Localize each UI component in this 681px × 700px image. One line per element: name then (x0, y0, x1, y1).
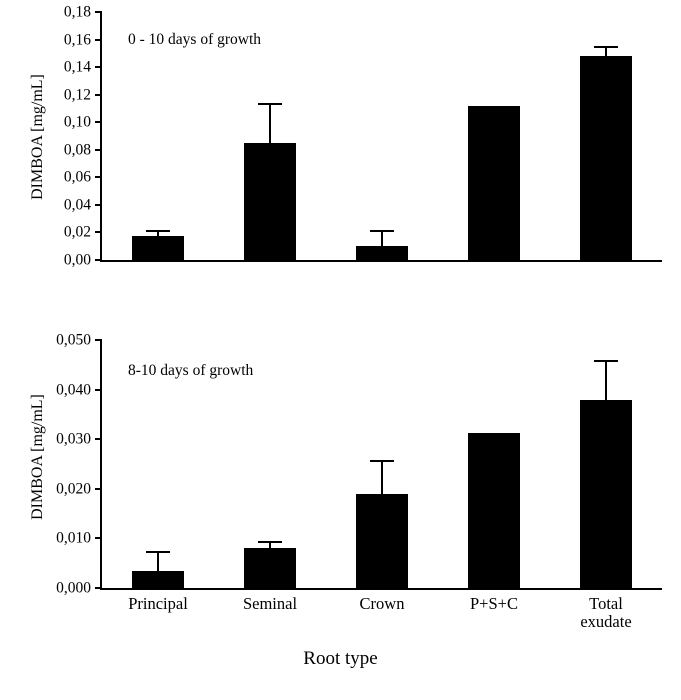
bar-slot-top-total (550, 12, 662, 260)
errorbar-bottom-crown (381, 462, 383, 494)
errorbar-top-principal (157, 232, 159, 236)
x-tick-label-seminal (243, 595, 297, 613)
errorcap-bottom-crown (370, 460, 394, 462)
errorcap-bottom-principal (146, 551, 170, 553)
chart-panel-bottom (0, 320, 681, 631)
bar-top-psc (468, 106, 520, 260)
errorbar-bottom-total (605, 362, 607, 399)
y-tick-top-6 (95, 176, 102, 178)
bar-top-seminal (244, 143, 296, 260)
y-tick-top-7 (95, 204, 102, 206)
bar-slot-bottom-psc (438, 340, 550, 588)
y-tick-bottom-1 (95, 389, 102, 391)
panel-annotation-top: 0 - 10 days of growth (128, 31, 262, 48)
bar-top-crown (356, 246, 408, 261)
x-tick-label-total-line2: exudate (580, 611, 632, 631)
y-tick-label-top-7: 0,04 (63, 196, 91, 214)
y-tick-top-2 (95, 66, 102, 68)
y-tick-top-4 (95, 121, 102, 123)
x-tick-label-seminal-line1: Seminal (242, 594, 298, 613)
y-tick-bottom-4 (95, 537, 102, 539)
bar-slot-top-seminal (214, 12, 326, 260)
bar-slot-bottom-principal (102, 340, 214, 588)
y-axis-title-bottom: DIMBOA [mg/mL] (29, 394, 46, 520)
y-tick-bottom-3 (95, 488, 102, 490)
y-tick-label-bottom-1: 0,040 (56, 380, 91, 398)
errorbar-top-total (605, 48, 607, 56)
x-tick-label-principal (128, 595, 188, 613)
y-tick-label-bottom-3: 0,020 (56, 480, 91, 498)
bar-bottom-total (580, 400, 632, 589)
y-tick-bottom-0 (95, 339, 102, 341)
y-tick-bottom-2 (95, 438, 102, 440)
errorbar-top-seminal (269, 105, 271, 143)
errorcap-top-seminal (258, 103, 282, 105)
bar-bottom-crown (356, 494, 408, 588)
y-tick-label-top-1: 0,16 (63, 30, 91, 48)
x-tick-label-psc-line1: P+S+C (470, 594, 518, 613)
errorcap-top-crown (370, 230, 394, 232)
bar-group-top (102, 12, 662, 260)
y-tick-label-bottom-4: 0,010 (56, 529, 91, 547)
y-tick-label-top-3: 0,12 (63, 85, 91, 103)
bar-slot-bottom-seminal (214, 340, 326, 588)
chart-panel-top (0, 0, 681, 300)
x-tick-label-principal-line1: Principal (128, 594, 188, 613)
x-tick-label-total (580, 595, 631, 631)
x-tick-label-psc (470, 595, 518, 613)
y-tick-label-top-4: 0,10 (63, 113, 91, 131)
y-tick-top-0 (95, 11, 102, 13)
y-tick-bottom-5 (95, 587, 102, 589)
bar-slot-top-psc (438, 12, 550, 260)
plot-area-top (63, 3, 662, 269)
errorbar-bottom-seminal (269, 543, 271, 548)
bar-slot-top-crown (326, 12, 438, 260)
bar-bottom-seminal (244, 548, 296, 588)
errorbar-top-crown (381, 232, 383, 246)
x-tick-label-total-line1: Total (589, 594, 623, 613)
errorcap-top-total (594, 46, 618, 48)
y-tick-label-top-2: 0,14 (63, 58, 91, 76)
bar-slot-bottom-crown (326, 340, 438, 588)
bar-slot-top-principal (102, 12, 214, 260)
bar-slot-bottom-total (550, 340, 662, 588)
y-tick-top-1 (95, 39, 102, 41)
y-tick-label-top-8: 0,02 (63, 223, 91, 241)
bar-bottom-principal (132, 571, 184, 588)
y-tick-top-3 (95, 94, 102, 96)
bar-group-bottom (102, 340, 662, 588)
x-tick-label-crown (360, 595, 405, 613)
y-axis-title-top: DIMBOA [mg/mL] (29, 74, 46, 200)
y-tick-label-top-0: 0,18 (63, 3, 91, 21)
errorcap-bottom-total (594, 360, 618, 362)
errorbar-bottom-principal (157, 553, 159, 570)
errorcap-bottom-seminal (258, 541, 282, 543)
plot-area-bottom (56, 331, 662, 631)
y-tick-label-bottom-2: 0,030 (56, 430, 91, 448)
panel-annotation-bottom: 8-10 days of growth (128, 362, 254, 379)
y-tick-top-5 (95, 149, 102, 151)
y-tick-label-top-9: 0,00 (63, 251, 91, 269)
x-tick-label-crown-line1: Crown (359, 594, 405, 613)
bar-bottom-psc (468, 433, 520, 588)
y-tick-label-bottom-5: 0,000 (56, 579, 91, 597)
y-tick-top-9 (95, 259, 102, 261)
bar-top-total (580, 56, 632, 260)
y-tick-label-bottom-0: 0,050 (56, 331, 91, 349)
bar-top-principal (132, 236, 184, 260)
y-tick-label-top-5: 0,08 (63, 141, 91, 159)
x-axis-title: Root type (303, 648, 378, 669)
y-tick-label-top-6: 0,06 (63, 168, 91, 186)
y-tick-top-8 (95, 231, 102, 233)
errorcap-top-principal (146, 230, 170, 232)
